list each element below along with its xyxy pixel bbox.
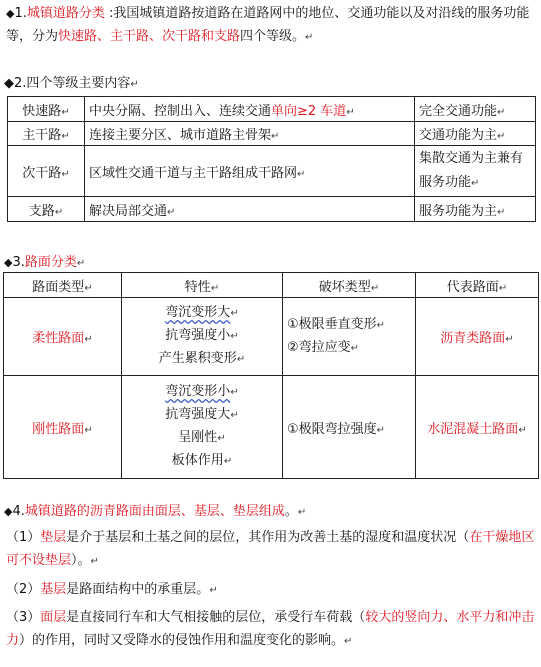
pavement-type-cell: 柔性路面↵ — [4, 298, 122, 376]
table-row — [8, 146, 536, 197]
grade-name-cell: 主干路↵ — [8, 122, 85, 146]
representative-cell: 沥青类路面↵ — [416, 298, 539, 376]
diamond-bullet: ◆ — [6, 7, 15, 20]
properties-cell: 弯沉变形大↵ 抗弯强度小↵ 产生累积变形↵ — [122, 298, 283, 376]
section-4-heading — [4, 500, 306, 519]
return-mark-icon: ↵ — [344, 636, 353, 647]
grade-function-cell: 完全交通功能↵ — [415, 97, 536, 122]
grade-name-cell: 次干路↵ — [8, 146, 85, 197]
grade-content-cell: 区域性交通干道与主干路组成干路网↵ — [85, 146, 415, 197]
section-3-number: 3. — [12, 255, 25, 270]
section-4-title: 城镇道路的沥青路面由面层、基层、垫层组成 — [24, 504, 285, 519]
grade-content-cell: 连接主要分区、城市道路主骨架↵ — [85, 122, 415, 146]
column-header: 破坏类型↵ — [283, 273, 416, 298]
section-1-text-a: 我国城镇道路按道路在道路网中的地位、交通功能以及对沿线的服务功能等，分为 — [6, 6, 530, 44]
grade-name-cell: 快速路↵ — [8, 97, 85, 122]
representative-cell: 水泥混凝土路面↵ — [416, 376, 539, 479]
table-row — [4, 376, 539, 479]
return-mark-icon: ↵ — [130, 79, 139, 90]
section-2-heading-text: ◆2.四个等级主要内容 — [4, 76, 131, 91]
damage-type-cell: ①极限弯拉强度↵ — [283, 376, 416, 479]
section-3-heading — [4, 251, 85, 270]
return-mark-icon: ↵ — [297, 507, 307, 518]
properties-cell: 弯沉变形小↵ 抗弯强度大↵ 呈刚性↵ 板体作用↵ — [122, 376, 283, 479]
grade-function-cell: 服务功能为主↵ — [415, 197, 536, 222]
diamond-bullet: ◆ — [4, 256, 13, 269]
grade-content-cell: 中央分隔、控制出入、连续交通单向≥2 车道↵ — [85, 97, 415, 122]
grade-function-cell: 集散交通为主兼有服务功能↵ — [415, 146, 536, 197]
section-1-road-grades: 快速路、主干路、次干路和支路 — [58, 29, 241, 44]
cushion-layer-note: 在干燥地区可不设垫层 — [6, 530, 535, 568]
section-4-number: 4. — [12, 504, 25, 519]
diamond-bullet: ◆ — [4, 505, 13, 518]
cushion-layer-term: 垫层 — [40, 530, 67, 545]
surface-layer-term: 面层 — [40, 610, 67, 625]
column-header: 路面类型↵ — [4, 273, 122, 298]
table-row — [8, 97, 536, 122]
grade-name-cell: 支路↵ — [8, 197, 85, 222]
grade-content-cell: 解决局部交通↵ — [85, 197, 415, 222]
pavement-type-table — [3, 272, 539, 479]
pavement-type-cell: 刚性路面↵ — [4, 376, 122, 479]
table-row — [8, 122, 536, 146]
surface-layer-forces: 较大的竖向力、水平力和冲击力 — [6, 610, 535, 648]
grade-function-cell: 交通功能为主↵ — [415, 122, 536, 146]
section-1-paragraph — [6, 2, 536, 49]
section-2-heading — [4, 72, 139, 91]
column-header: 特性↵ — [122, 273, 283, 298]
base-layer-paragraph: （2）基层是路面结构中的承重层。↵ — [6, 582, 218, 597]
road-grade-table — [7, 96, 536, 222]
surface-layer-paragraph: （3）面层是直接同行车和大气相接触的层位，承受行车荷载（较大的竖向力、水平力和冲击力）的作用，同时又受降水的侵蚀作用和温度变化的影响。↵ — [6, 610, 535, 648]
return-mark-icon: ↵ — [76, 258, 86, 269]
section-1-number: 1. — [14, 6, 27, 21]
table-header-row — [4, 273, 539, 298]
section-1-separator: : — [104, 6, 114, 21]
base-layer-term: 基层 — [40, 582, 67, 597]
damage-type-cell: ①极限垂直变形↵ ②弯拉应变↵ — [283, 298, 416, 376]
cushion-layer-paragraph: （1）垫层是介于基层和土基之间的层位，其作用为改善土基的湿度和温度状况（在干燥地区可不设垫层）。↵ — [6, 530, 535, 568]
return-mark-icon: ↵ — [305, 32, 314, 43]
table-row — [8, 197, 536, 222]
table-row — [4, 298, 539, 376]
section-1-title: 城镇道路分类 — [26, 6, 105, 21]
column-header: 代表路面↵ — [416, 273, 539, 298]
section-1-text-b: 四个等级。 — [240, 29, 306, 44]
section-3-title: 路面分类 — [24, 255, 77, 270]
section-4-title-end: 。 — [284, 504, 298, 519]
